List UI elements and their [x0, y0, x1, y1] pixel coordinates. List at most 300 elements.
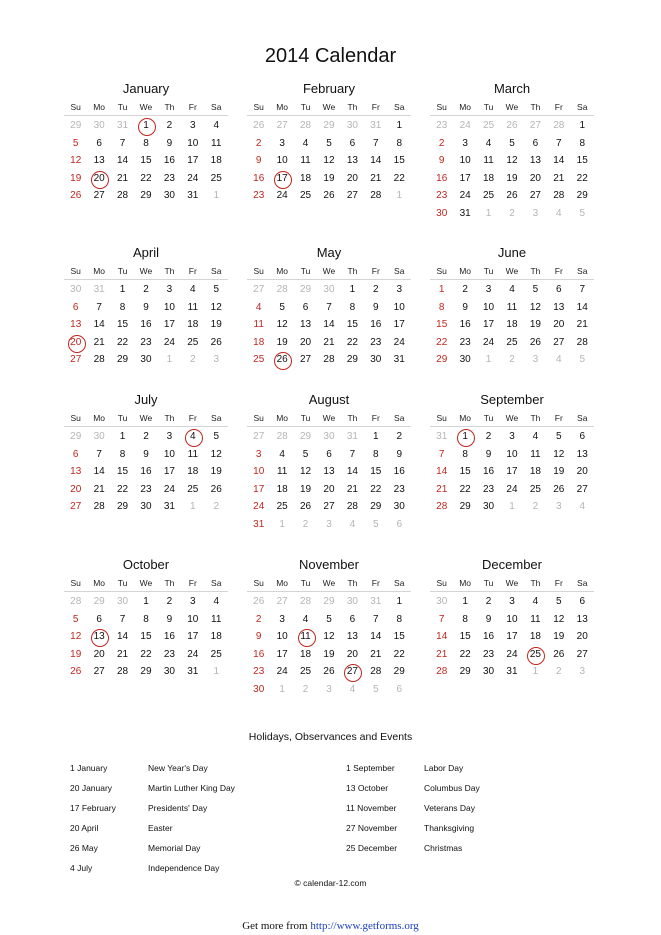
day-cell: 8: [143, 137, 149, 149]
day-cell: 5: [326, 137, 332, 149]
weekday-header: [430, 265, 594, 280]
month-february: [247, 80, 411, 205]
weekday-label: Sa: [577, 578, 588, 588]
holiday-day-cell: 27: [341, 663, 364, 681]
weekday-label: Su: [436, 413, 447, 423]
day-cell: 11: [276, 466, 288, 478]
day-cell: 25: [210, 648, 222, 660]
day-cell: 12: [70, 631, 82, 643]
month-name: January: [122, 81, 170, 96]
day-cell: 2: [462, 284, 468, 295]
day-cell: 5: [326, 613, 332, 625]
day-cell: 11: [506, 301, 518, 313]
week-row: [64, 135, 228, 153]
weekday-label: Su: [253, 413, 264, 423]
month-name: March: [493, 81, 531, 96]
holiday-row: [346, 783, 564, 803]
week-row: [430, 463, 594, 481]
day-cell: 27: [93, 666, 105, 678]
adjacent-month-day: 26: [253, 120, 265, 131]
day-cell: 9: [166, 613, 173, 625]
week-row: [247, 334, 411, 352]
holiday-day-cell: 17: [270, 170, 293, 188]
adjacent-month-day: 1: [532, 666, 539, 678]
day-cell: 4: [485, 137, 492, 149]
day-cell: 10: [506, 613, 518, 625]
adjacent-month-day: 31: [370, 596, 382, 607]
holiday-row: [70, 843, 288, 863]
weekday-label: Sa: [211, 578, 222, 588]
footer: [0, 920, 661, 932]
weekday-label: Mo: [276, 578, 289, 588]
weekday-label: Tu: [300, 266, 311, 276]
week-row: [247, 593, 411, 611]
month-april: [64, 244, 228, 369]
weekday-label: Tu: [300, 413, 311, 423]
day-cell: 6: [349, 137, 356, 149]
day-cell: 5: [556, 431, 562, 442]
week-row: [247, 428, 411, 446]
day-cell: 13: [576, 448, 588, 460]
weekday-label: Th: [164, 266, 175, 276]
day-cell: 26: [553, 483, 565, 495]
day-cell: 31: [187, 190, 199, 202]
weekday-label: Fr: [188, 413, 197, 423]
day-cell: 23: [482, 483, 495, 495]
day-cell: 16: [436, 172, 448, 184]
day-cell: 15: [346, 319, 358, 331]
day-cell: 22: [346, 336, 358, 348]
footer-prefix: Get more from: [242, 920, 311, 932]
weekday-label: Su: [436, 578, 447, 588]
week-row: [247, 516, 411, 534]
day-cell: 27: [553, 336, 565, 348]
weekday-label: Sa: [577, 102, 588, 112]
weekday-label: We: [322, 266, 336, 276]
day-cell: 29: [140, 190, 152, 202]
weekday-label: Tu: [117, 413, 128, 423]
day-cell: 26: [299, 501, 312, 513]
holiday-row: [70, 803, 288, 823]
day-cell: 20: [553, 319, 565, 331]
month-name: September: [480, 392, 544, 407]
adjacent-month-day: 1: [485, 207, 492, 219]
weekday-label: Su: [70, 413, 81, 423]
day-cell: 24: [276, 190, 288, 202]
weekday-label: Fr: [371, 266, 380, 276]
holiday-row: [70, 763, 288, 783]
weekday-header: [64, 265, 228, 280]
day-cell: 19: [553, 466, 565, 478]
adjacent-month-day: 4: [579, 501, 586, 513]
holiday-row: [346, 763, 564, 783]
day-cell: 29: [459, 501, 471, 513]
adjacent-month-day: 1: [213, 190, 220, 202]
day-cell: 16: [459, 319, 471, 331]
day-cell: 15: [393, 155, 405, 167]
day-cell: 23: [482, 648, 495, 660]
day-cell: 13: [299, 319, 312, 331]
week-row: [247, 135, 411, 153]
week-row: [247, 646, 411, 664]
day-cell: 20: [70, 483, 82, 495]
week-row: [64, 428, 228, 446]
weekday-label: Su: [436, 266, 447, 276]
adjacent-month-day: 30: [93, 431, 105, 442]
holiday-name: Easter: [148, 823, 173, 833]
day-cell: 29: [393, 666, 405, 678]
week-row: [247, 117, 411, 135]
day-cell: 8: [396, 613, 403, 625]
day-cell: 14: [576, 301, 588, 313]
day-cell: 26: [70, 190, 82, 202]
day-cell: 15: [116, 466, 129, 478]
weekday-label: Th: [164, 102, 175, 112]
weekday-label: We: [139, 266, 153, 276]
week-row: [247, 446, 411, 464]
week-row: [247, 481, 411, 499]
month-name: December: [482, 557, 542, 572]
day-cell: 6: [532, 137, 539, 149]
adjacent-month-day: 29: [323, 596, 335, 607]
day-cell: 12: [210, 301, 222, 313]
day-cell: 10: [253, 466, 265, 478]
day-cell: 12: [529, 301, 541, 313]
day-cell: 30: [436, 207, 448, 219]
day-cell: 23: [140, 483, 152, 495]
day-cell: 29: [370, 501, 382, 513]
adjacent-month-day: 3: [326, 518, 332, 530]
week-row: [64, 316, 228, 334]
day-cell: 3: [509, 431, 515, 442]
day-cell: 17: [187, 155, 199, 167]
day-cell: 27: [529, 190, 541, 202]
weekday-label: We: [505, 266, 519, 276]
adjacent-month-day: 2: [509, 207, 515, 219]
day-cell: 22: [459, 648, 471, 660]
day-cell: 1: [579, 120, 586, 131]
adjacent-month-day: 30: [346, 120, 358, 131]
weekday-label: Fr: [371, 578, 380, 588]
day-cell: 30: [393, 501, 405, 513]
day-cell: 1: [438, 284, 445, 295]
day-cell: 13: [529, 155, 541, 167]
day-cell: 8: [119, 301, 126, 313]
day-cell: 16: [370, 319, 382, 331]
holidays-right-column: [346, 763, 564, 863]
weekday-label: Tu: [300, 102, 311, 112]
week-row: [430, 187, 594, 205]
weekday-label: Su: [70, 578, 81, 588]
day-cell: 7: [96, 301, 102, 313]
weekday-label: Fr: [554, 413, 563, 423]
day-cell: 8: [462, 448, 468, 460]
adjacent-month-day: 2: [509, 354, 515, 366]
adjacent-month-day: 5: [373, 518, 379, 530]
day-cell: 2: [485, 596, 492, 607]
weekday-label: Fr: [188, 102, 197, 112]
day-cell: 8: [119, 448, 126, 460]
week-row: [64, 593, 228, 611]
weekday-label: Sa: [211, 413, 222, 423]
adjacent-month-day: 5: [373, 683, 379, 695]
day-cell: 24: [163, 336, 175, 348]
day-cell: 31: [253, 518, 265, 530]
weekday-label: Sa: [394, 266, 405, 276]
day-cell: 5: [213, 431, 220, 442]
day-cell: 15: [393, 631, 405, 643]
weekday-label: Fr: [554, 578, 563, 588]
week-row: [64, 663, 228, 681]
adjacent-month-day: 31: [346, 431, 358, 442]
day-cell: 16: [163, 155, 175, 167]
day-cell: 26: [210, 483, 222, 495]
day-cell: 8: [143, 613, 149, 625]
month-july: [64, 391, 228, 516]
day-cell: 4: [532, 596, 539, 607]
day-cell: 7: [96, 448, 102, 460]
weekday-label: Th: [347, 102, 358, 112]
adjacent-month-day: 27: [529, 120, 541, 131]
day-cell: 16: [482, 466, 495, 478]
day-cell: 4: [302, 137, 309, 149]
day-cell: 22: [140, 648, 152, 660]
month-name: June: [497, 245, 527, 260]
day-cell: 12: [553, 613, 565, 625]
day-cell: 21: [93, 483, 105, 495]
day-cell: 31: [459, 207, 471, 219]
adjacent-month-day: 3: [326, 683, 332, 695]
adjacent-month-day: 2: [302, 683, 309, 695]
day-cell: 24: [253, 501, 265, 513]
day-cell: 13: [323, 466, 335, 478]
day-cell: 23: [140, 336, 152, 348]
day-cell: 22: [576, 172, 588, 184]
day-cell: 25: [187, 483, 199, 495]
day-cell: 7: [119, 137, 126, 149]
adjacent-month-day: 27: [253, 431, 265, 442]
day-cell: 4: [509, 284, 515, 295]
day-cell: 31: [506, 666, 518, 678]
day-cell: 28: [370, 190, 382, 202]
holiday-date: 1 September: [346, 763, 395, 773]
adjacent-month-day: 28: [299, 596, 312, 607]
holiday-row: [70, 783, 288, 803]
day-cell: 14: [93, 466, 105, 478]
day-cell: 28: [116, 666, 129, 678]
day-cell: 30: [140, 501, 152, 513]
day-cell: 30: [140, 354, 152, 366]
day-cell: 26: [506, 190, 518, 202]
day-cell: 22: [116, 483, 129, 495]
weekday-label: We: [139, 102, 153, 112]
day-cell: 20: [93, 648, 105, 660]
day-cell: 1: [119, 284, 126, 295]
adjacent-month-day: 2: [190, 354, 196, 366]
weekday-label: Mo: [459, 578, 472, 588]
day-cell: 27: [93, 190, 105, 202]
holiday-date: 20 April: [70, 823, 99, 833]
adjacent-month-day: 31: [116, 120, 129, 131]
weekday-label: We: [139, 578, 153, 588]
day-cell: 28: [436, 501, 448, 513]
day-cell: 11: [211, 137, 222, 149]
adjacent-month-day: 3: [213, 354, 220, 366]
day-cell: 18: [506, 319, 518, 331]
day-cell: 5: [279, 301, 285, 313]
day-cell: 17: [459, 172, 471, 184]
day-cell: 1: [349, 284, 356, 295]
day-cell: 13: [70, 466, 82, 478]
day-cell: 3: [255, 448, 262, 460]
day-cell: 5: [556, 596, 562, 607]
footer-link[interactable]: http://www.getforms.org: [310, 920, 419, 932]
adjacent-month-day: 2: [556, 666, 562, 678]
week-row: [430, 611, 594, 629]
day-cell: 7: [349, 448, 356, 460]
weekday-label: Fr: [188, 578, 197, 588]
weekday-label: Sa: [394, 578, 405, 588]
holiday-date: 26 May: [70, 843, 98, 853]
holiday-date: 1 January: [70, 763, 108, 773]
day-cell: 8: [349, 301, 356, 313]
holiday-date: 11 November: [346, 803, 397, 813]
adjacent-month-day: 25: [482, 120, 495, 131]
day-cell: 26: [70, 666, 82, 678]
day-cell: 24: [276, 666, 288, 678]
week-row: [430, 299, 594, 317]
month-name: October: [122, 557, 170, 572]
day-cell: 24: [459, 190, 471, 202]
day-cell: 29: [346, 354, 358, 366]
adjacent-month-day: 4: [349, 518, 356, 530]
day-cell: 6: [349, 613, 356, 625]
weekday-label: Th: [530, 266, 541, 276]
day-cell: 23: [163, 172, 175, 184]
week-row: [430, 481, 594, 499]
day-cell: 29: [459, 666, 471, 678]
week-row: [64, 351, 228, 369]
holiday-day-cell: 4: [181, 428, 204, 446]
month-name: August: [308, 392, 350, 407]
day-cell: 31: [163, 501, 175, 513]
adjacent-month-day: 30: [93, 120, 105, 131]
day-cell: 21: [436, 483, 448, 495]
holiday-name: Columbus Day: [424, 783, 480, 793]
day-cell: 2: [166, 596, 173, 607]
day-cell: 28: [553, 190, 565, 202]
weekday-label: We: [505, 578, 519, 588]
day-cell: 5: [302, 448, 309, 460]
adjacent-month-day: 27: [276, 596, 288, 607]
day-cell: 18: [482, 172, 495, 184]
weekday-label: Sa: [577, 266, 588, 276]
day-cell: 6: [96, 137, 102, 149]
month-name: November: [299, 557, 359, 572]
weekday-label: Tu: [483, 578, 494, 588]
day-cell: 25: [299, 666, 312, 678]
day-cell: 4: [279, 448, 285, 460]
holiday-day-cell: 13: [87, 628, 110, 646]
month-june: [430, 244, 594, 369]
weekday-label: Fr: [371, 102, 380, 112]
holiday-row: [346, 843, 564, 863]
day-cell: 11: [187, 301, 199, 313]
day-cell: 26: [210, 336, 222, 348]
adjacent-month-day: 29: [93, 596, 105, 607]
adjacent-month-day: 28: [276, 431, 288, 442]
weekday-label: Mo: [93, 578, 106, 588]
adjacent-month-day: 27: [253, 284, 265, 295]
adjacent-month-day: 29: [70, 431, 82, 442]
week-row: [64, 646, 228, 664]
day-cell: 11: [483, 155, 494, 167]
holiday-day-cell: 25: [524, 646, 547, 664]
holiday-row: [346, 803, 564, 823]
weekday-label: Mo: [459, 413, 472, 423]
weekday-header: [247, 265, 411, 280]
day-cell: 2: [485, 431, 492, 442]
week-row: [64, 481, 228, 499]
day-cell: 6: [72, 301, 79, 313]
month-september: [430, 391, 594, 516]
day-cell: 22: [436, 336, 448, 348]
day-cell: 12: [506, 155, 518, 167]
month-march: [430, 80, 594, 223]
day-cell: 11: [211, 613, 222, 625]
week-row: [64, 628, 228, 646]
day-cell: 9: [485, 448, 492, 460]
week-row: [64, 611, 228, 629]
day-cell: 3: [279, 613, 285, 625]
week-row: [64, 152, 228, 170]
adjacent-month-day: 1: [213, 666, 220, 678]
weekday-label: Sa: [211, 102, 222, 112]
day-cell: 8: [438, 301, 445, 313]
week-row: [430, 428, 594, 446]
weekday-label: We: [505, 413, 519, 423]
day-cell: 21: [576, 319, 588, 331]
day-cell: 5: [509, 137, 515, 149]
day-cell: 30: [459, 354, 471, 366]
day-cell: 18: [210, 631, 222, 643]
day-cell: 18: [210, 155, 222, 167]
day-cell: 2: [143, 284, 149, 295]
weekday-label: Th: [530, 413, 541, 423]
day-cell: 7: [438, 613, 445, 625]
weekday-label: Tu: [483, 266, 494, 276]
day-cell: 24: [163, 483, 175, 495]
day-cell: 15: [576, 155, 588, 167]
adjacent-month-day: 3: [532, 207, 539, 219]
adjacent-month-day: 30: [323, 284, 335, 295]
day-cell: 10: [187, 613, 199, 625]
day-cell: 21: [116, 172, 129, 184]
day-cell: 10: [482, 301, 495, 313]
week-row: [430, 663, 594, 681]
day-cell: 17: [506, 631, 518, 643]
day-cell: 7: [373, 137, 379, 149]
week-row: [247, 611, 411, 629]
adjacent-month-day: 4: [556, 207, 562, 219]
day-cell: 1: [143, 596, 149, 607]
day-cell: 15: [459, 631, 471, 643]
week-row: [430, 135, 594, 153]
day-cell: 6: [556, 284, 562, 295]
month-january: [64, 80, 228, 205]
day-cell: 16: [140, 466, 152, 478]
holiday-date: 4 July: [70, 863, 93, 873]
